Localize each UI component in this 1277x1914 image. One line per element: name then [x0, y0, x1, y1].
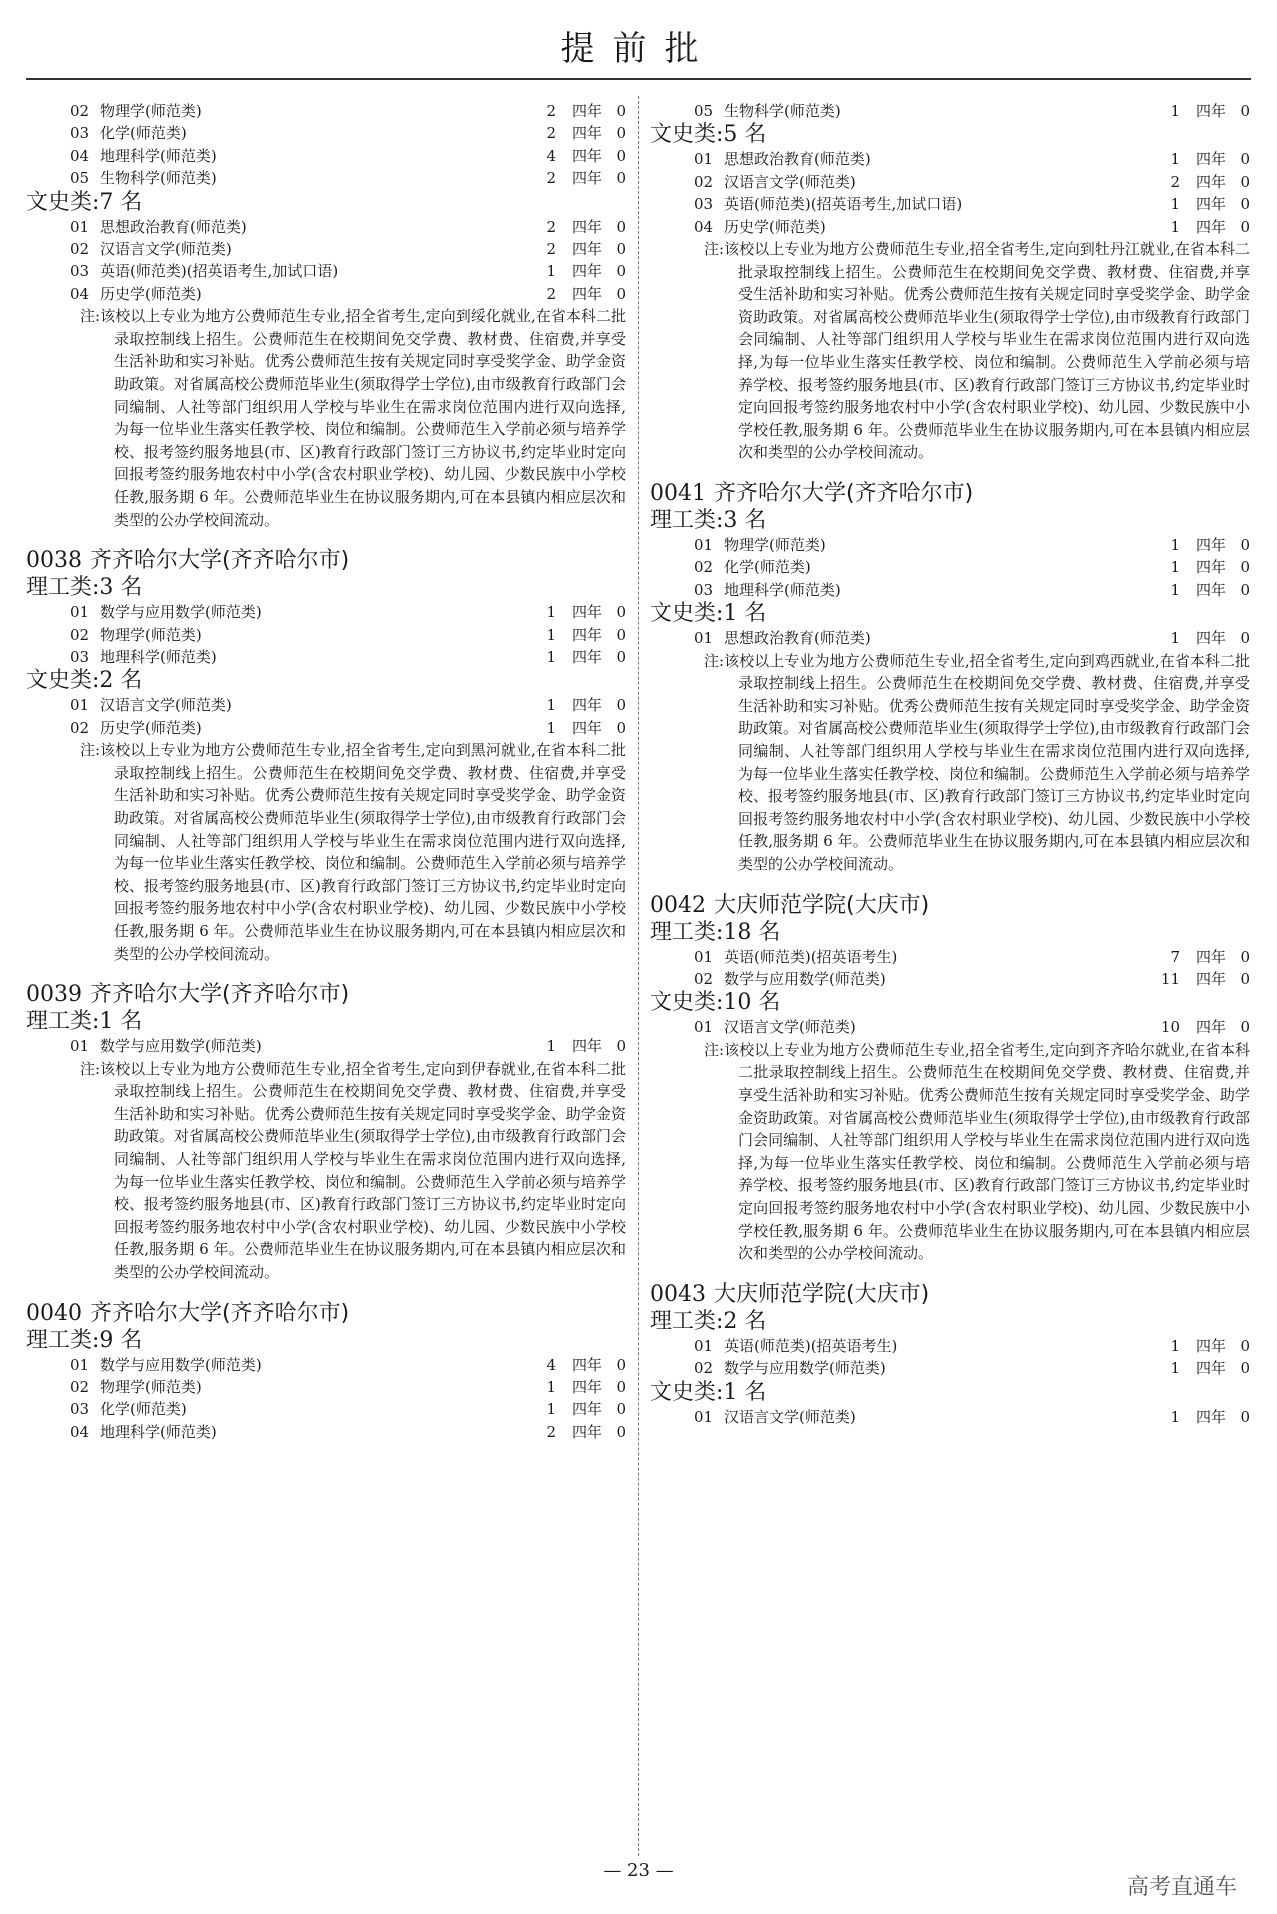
- institution-name: 齐齐哈尔大学: [714, 480, 847, 506]
- major-quota: 1: [546, 603, 556, 622]
- major-row: [650, 968, 1250, 990]
- major-duration: 四年: [1195, 969, 1226, 988]
- major-row: [650, 556, 1250, 578]
- major-name: 汉语言文学(师范类): [724, 1407, 856, 1426]
- major-row: [26, 646, 626, 668]
- major-quota: 1: [1170, 217, 1180, 236]
- category-label: 文史类:2 名: [26, 668, 143, 694]
- major-row: [650, 946, 1250, 968]
- major-name: 历史学(师范类): [100, 284, 202, 303]
- major-quota: 2: [546, 169, 556, 188]
- major-tuition: 0: [1240, 102, 1250, 120]
- major-duration: 四年: [571, 603, 602, 622]
- major-name: 英语(师范类)(招英语考生): [724, 1336, 898, 1355]
- major-row: [650, 171, 1250, 193]
- major-code: 03: [694, 195, 714, 214]
- major-quota: 1: [546, 718, 556, 737]
- major-tuition: 0: [616, 648, 626, 666]
- major-code: 03: [694, 580, 714, 599]
- major-name: 汉语言文学(师范类): [724, 1018, 856, 1037]
- major-tuition: 0: [1240, 1018, 1250, 1037]
- major-quota: 2: [546, 102, 556, 120]
- major-tuition: 0: [616, 217, 626, 236]
- major-tuition: 0: [616, 284, 626, 303]
- note-paragraph: [650, 1039, 1250, 1265]
- major-row: [650, 1357, 1250, 1379]
- major-quota: 10: [1160, 1018, 1180, 1037]
- major-code: 02: [694, 969, 714, 988]
- major-duration: 四年: [1195, 1359, 1226, 1378]
- major-row: [26, 1421, 626, 1443]
- major-code: 02: [694, 172, 714, 191]
- major-tuition: 0: [616, 1400, 626, 1419]
- major-quota: 1: [546, 648, 556, 666]
- major-quota: 2: [546, 217, 556, 236]
- major-duration: 四年: [1195, 947, 1226, 966]
- note-label: 注:: [80, 741, 101, 760]
- major-code: 01: [70, 217, 90, 236]
- major-row: [650, 627, 1250, 649]
- major-tuition: 0: [616, 1377, 626, 1396]
- major-code: 01: [694, 150, 714, 169]
- major-code: 02: [694, 1359, 714, 1378]
- major-duration: 四年: [1195, 1336, 1226, 1355]
- note-label: 注:: [704, 651, 725, 670]
- institution-name: 齐齐哈尔大学: [90, 548, 223, 574]
- major-code: 04: [70, 146, 90, 165]
- major-duration: 四年: [571, 217, 602, 236]
- major-quota: 2: [1170, 172, 1180, 191]
- major-code: 03: [70, 1400, 90, 1419]
- major-row: [26, 1354, 626, 1376]
- major-duration: 四年: [571, 262, 602, 281]
- major-row: [650, 534, 1250, 556]
- major-tuition: 0: [616, 603, 626, 622]
- note-label: 注:: [80, 1059, 101, 1078]
- institution-code: 0042: [650, 892, 706, 918]
- major-duration: 四年: [1195, 195, 1226, 214]
- major-code: 01: [70, 1355, 90, 1374]
- major-code: 02: [70, 240, 90, 259]
- institution-code: 0041: [650, 480, 706, 506]
- major-tuition: 0: [616, 169, 626, 188]
- note-text: 该校以上专业为地方公费师范生专业,招全省考生,定向到齐齐哈尔就业,在省本科二批录取控制线上招生。公费师范生在校期间免交学费、教材费、住宿费,并享受生活补助和实习补贴。优秀公费师范生按有关规定同时享受奖学金、助学金资助政策。对省属高校公费师范毕业生(须取得学士学位),由市级教育行政部门会同编制、人社等部门组织用人学校与毕业生在需求岗位范围内进行双向选择,为每一位毕业生落实任教学校、岗位和编制。公费师范生入学前必须与培养学校、报考签约服务地县(市、区)教育行政部门签订三方协议书,约定毕业时定向回报考签约服务地农村中小学(含农村职业学校)、幼儿园、少数民族中小学校任教,服务期 6 年。公费师范毕业生在协议服务期内,可在本县镇内相应层次和类型的公办学校间流动。: [724, 1040, 1250, 1263]
- note-text: 该校以上专业为地方公费师范生专业,招全省考生,定向到鸡西就业,在省本科二批录取控制线上招生。公费师范生在校期间免交学费、教材费、住宿费,并享受生活补助和实习补贴。优秀公费师范生按有关规定同时享受奖学金、助学金资助政策。对省属高校公费师范毕业生(须取得学士学位),由市级教育行政部门会同编制、人社等部门组织用人学校与毕业生在需求岗位范围内进行双向选择,为每一位毕业生落实任教学校、岗位和编制。公费师范生入学前必须与培养学校、报考签约服务地县(市、区)教育行政部门签订三方协议书,约定毕业时定向回报考签约服务地农村中小学(含农村职业学校)、幼儿园、少数民族中小学校任教,服务期 6 年。公费师范毕业生在协议服务期内,可在本县镇内相应层次和类型的公办学校间流动。: [724, 651, 1250, 873]
- major-row: [650, 100, 1250, 122]
- major-tuition: 0: [1240, 535, 1250, 554]
- major-duration: 四年: [571, 146, 602, 165]
- major-tuition: 0: [1240, 580, 1250, 599]
- major-duration: 四年: [571, 1355, 602, 1374]
- major-name: 数学与应用数学(师范类): [100, 1037, 262, 1056]
- major-code: 03: [70, 648, 90, 666]
- major-row: [650, 1335, 1250, 1357]
- major-duration: 四年: [571, 625, 602, 644]
- major-code: 01: [694, 947, 714, 966]
- brand-watermark: 高考直通车: [1126, 1875, 1237, 1900]
- major-name: 物理学(师范类): [100, 102, 202, 120]
- major-name: 物理学(师范类): [724, 535, 826, 554]
- institution-heading: [26, 1300, 626, 1328]
- major-name: 英语(师范类)(招英语考生,加试口语): [724, 195, 963, 214]
- major-duration: 四年: [1195, 217, 1226, 236]
- major-code: 01: [694, 1336, 714, 1355]
- major-quota: 2: [546, 240, 556, 259]
- major-name: 英语(师范类)(招英语考生): [724, 947, 898, 966]
- major-name: 地理科学(师范类): [100, 648, 217, 666]
- major-row: [26, 1035, 626, 1057]
- page-header: [26, 20, 1251, 80]
- major-tuition: 0: [1240, 150, 1250, 169]
- institution-code: 0038: [26, 548, 82, 574]
- note-paragraph: [26, 1058, 626, 1284]
- major-row: [26, 1376, 626, 1398]
- major-name: 地理科学(师范类): [100, 146, 217, 165]
- note-label: 注:: [704, 240, 725, 259]
- major-tuition: 0: [1240, 947, 1250, 966]
- major-row: [26, 283, 626, 305]
- major-code: 04: [70, 284, 90, 303]
- major-quota: 1: [546, 262, 556, 281]
- institution-name: 大庆师范学院: [714, 892, 847, 918]
- major-name: 思想政治教育(师范类): [100, 217, 247, 236]
- major-quota: 1: [1170, 1407, 1180, 1426]
- right-column: [650, 100, 1250, 1428]
- major-code: 04: [694, 217, 714, 236]
- major-row: [650, 148, 1250, 170]
- major-name: 思想政治教育(师范类): [724, 629, 871, 648]
- institution-heading: [650, 480, 1250, 508]
- major-tuition: 0: [1240, 629, 1250, 648]
- major-name: 生物科学(师范类): [724, 102, 841, 120]
- major-tuition: 0: [616, 262, 626, 281]
- major-name: 化学(师范类): [100, 124, 187, 143]
- major-name: 汉语言文学(师范类): [100, 240, 232, 259]
- major-quota: 1: [546, 1037, 556, 1056]
- category-label: 文史类:5 名: [650, 122, 767, 148]
- major-tuition: 0: [616, 696, 626, 715]
- major-duration: 四年: [571, 284, 602, 303]
- major-name: 历史学(师范类): [100, 718, 202, 737]
- major-duration: 四年: [571, 718, 602, 737]
- major-quota: 1: [546, 1377, 556, 1396]
- major-name: 生物科学(师范类): [100, 169, 217, 188]
- note-label: 注:: [80, 307, 101, 326]
- major-tuition: 0: [616, 1422, 626, 1441]
- major-quota: 2: [546, 284, 556, 303]
- major-row: [650, 193, 1250, 215]
- major-name: 汉语言文学(师范类): [100, 696, 232, 715]
- major-quota: 2: [546, 124, 556, 143]
- major-duration: 四年: [571, 124, 602, 143]
- category-label: 文史类:10 名: [650, 990, 781, 1016]
- note-text: 该校以上专业为地方公费师范生专业,招全省考生,定向到牡丹江就业,在省本科二批录取控制线上招生。公费师范生在校期间免交学费、教材费、住宿费,并享受生活补助和实习补贴。优秀公费师范生按有关规定同时享受奖学金、助学金资助政策。对省属高校公费师范毕业生(须取得学士学位),由市级教育行政部门会同编制、人社等部门组织用人学校与毕业生在需求岗位范围内进行双向选择,为每一位毕业生落实任教学校、岗位和编制。公费师范生入学前必须与培养学校、报考签约服务地县(市、区)教育行政部门签订三方协议书,约定毕业时定向回报考签约服务地农村中小学(含农村职业学校)、幼儿园、少数民族中小学校任教,服务期 6 年。公费师范毕业生在协议服务期内,可在本县镇内相应层次和类型的公办学校间流动。: [724, 240, 1250, 462]
- major-row: [26, 145, 626, 167]
- major-tuition: 0: [616, 1037, 626, 1056]
- major-tuition: 0: [616, 124, 626, 143]
- major-tuition: 0: [616, 1355, 626, 1374]
- major-row: [26, 260, 626, 282]
- institution-city: (大庆市): [846, 892, 930, 918]
- institution-code: 0039: [26, 982, 82, 1008]
- major-name: 化学(师范类): [724, 558, 811, 577]
- major-row: [650, 1016, 1250, 1038]
- category-label: 理工类:9 名: [26, 1327, 143, 1353]
- category-label: 文史类:1 名: [650, 601, 767, 627]
- major-duration: 四年: [571, 169, 602, 188]
- major-quota: 1: [546, 625, 556, 644]
- major-code: 01: [694, 629, 714, 648]
- page-number: — 23 —: [603, 1860, 674, 1881]
- major-code: 04: [70, 1422, 90, 1441]
- major-quota: 4: [546, 146, 556, 165]
- major-duration: 四年: [1195, 1018, 1226, 1037]
- major-duration: 四年: [571, 240, 602, 259]
- major-name: 数学与应用数学(师范类): [100, 1355, 262, 1374]
- category-label: 文史类:1 名: [650, 1379, 767, 1405]
- major-tuition: 0: [616, 240, 626, 259]
- category-label: 理工类:3 名: [26, 575, 143, 601]
- major-code: 05: [694, 102, 714, 120]
- major-name: 数学与应用数学(师范类): [100, 603, 262, 622]
- major-duration: 四年: [571, 1037, 602, 1056]
- major-name: 化学(师范类): [100, 1400, 187, 1419]
- major-code: 02: [70, 625, 90, 644]
- major-quota: 1: [1170, 102, 1180, 120]
- major-quota: 1: [1170, 580, 1180, 599]
- institution-heading: [650, 892, 1250, 920]
- major-duration: 四年: [571, 102, 602, 120]
- major-name: 物理学(师范类): [100, 625, 202, 644]
- major-quota: 11: [1160, 969, 1180, 988]
- note-label: 注:: [704, 1040, 725, 1059]
- major-duration: 四年: [571, 648, 602, 666]
- note-paragraph: [26, 739, 626, 965]
- major-tuition: 0: [616, 625, 626, 644]
- major-code: 02: [70, 102, 90, 120]
- major-duration: 四年: [1195, 558, 1226, 577]
- major-tuition: 0: [1240, 969, 1250, 988]
- major-tuition: 0: [1240, 195, 1250, 214]
- major-quota: 2: [546, 1422, 556, 1441]
- major-row: [26, 1398, 626, 1420]
- major-row: [26, 167, 626, 189]
- institution-code: 0040: [26, 1300, 82, 1326]
- major-quota: 1: [1170, 558, 1180, 577]
- major-duration: 四年: [1195, 629, 1226, 648]
- major-tuition: 0: [1240, 1407, 1250, 1426]
- left-column: [26, 100, 626, 1443]
- major-quota: 1: [1170, 195, 1180, 214]
- major-quota: 1: [1170, 1336, 1180, 1355]
- major-code: 01: [70, 1037, 90, 1056]
- major-quota: 1: [1170, 535, 1180, 554]
- category-label: 文史类:7 名: [26, 189, 143, 215]
- major-duration: 四年: [571, 1400, 602, 1419]
- major-quota: 1: [546, 696, 556, 715]
- major-row: [26, 624, 626, 646]
- major-duration: 四年: [571, 1422, 602, 1441]
- major-row: [650, 579, 1250, 601]
- institution-city: (齐齐哈尔市): [846, 480, 974, 506]
- institution-city: (大庆市): [846, 1281, 930, 1307]
- major-row: [26, 100, 626, 122]
- major-quota: 1: [1170, 1359, 1180, 1378]
- institution-heading: [650, 1281, 1250, 1309]
- major-quota: 7: [1170, 947, 1180, 966]
- major-row: [650, 216, 1250, 238]
- major-name: 地理科学(师范类): [724, 580, 841, 599]
- page-title: 提前批: [560, 29, 717, 69]
- major-duration: 四年: [571, 696, 602, 715]
- major-duration: 四年: [1195, 172, 1226, 191]
- note-paragraph: [26, 305, 626, 531]
- major-code: 01: [70, 603, 90, 622]
- major-name: 英语(师范类)(招英语考生,加试口语): [100, 262, 339, 281]
- major-duration: 四年: [571, 1377, 602, 1396]
- major-name: 数学与应用数学(师范类): [724, 969, 886, 988]
- major-duration: 四年: [1195, 150, 1226, 169]
- major-code: 02: [694, 558, 714, 577]
- category-label: 理工类:3 名: [650, 507, 767, 533]
- major-row: [26, 694, 626, 716]
- major-name: 物理学(师范类): [100, 1377, 202, 1396]
- major-name: 汉语言文学(师范类): [724, 172, 856, 191]
- institution-heading: [26, 981, 626, 1009]
- major-quota: 1: [1170, 629, 1180, 648]
- institution-city: (齐齐哈尔市): [222, 548, 350, 574]
- note-text: 该校以上专业为地方公费师范生专业,招全省考生,定向到伊春就业,在省本科二批录取控制线上招生。公费师范生在校期间免交学费、教材费、住宿费,并享受生活补助和实习补贴。优秀公费师范生按有关规定同时享受奖学金、助学金资助政策。对省属高校公费师范毕业生(须取得学士学位),由市级教育行政部门会同编制、人社等部门组织用人学校与毕业生在需求岗位范围内进行双向选择,为每一位毕业生落实任教学校、岗位和编制。公费师范生入学前必须与培养学校、报考签约服务地县(市、区)教育行政部门签订三方协议书,约定毕业时定向回报考签约服务地农村中小学(含农村职业学校)、幼儿园、少数民族中小学校任教,服务期 6 年。公费师范毕业生在协议服务期内,可在本县镇内相应层次和类型的公办学校间流动。: [100, 1059, 626, 1281]
- institution-name: 大庆师范学院: [714, 1281, 847, 1307]
- major-tuition: 0: [1240, 1336, 1250, 1355]
- institution-code: 0043: [650, 1281, 706, 1307]
- major-quota: 1: [1170, 150, 1180, 169]
- note-paragraph: [650, 238, 1250, 464]
- major-row: [26, 238, 626, 260]
- institution-name: 齐齐哈尔大学: [90, 1300, 223, 1326]
- major-tuition: 0: [616, 102, 626, 120]
- major-code: 02: [70, 1377, 90, 1396]
- major-duration: 四年: [1195, 1407, 1226, 1426]
- major-duration: 四年: [1195, 580, 1226, 599]
- major-code: 01: [70, 696, 90, 715]
- note-text: 该校以上专业为地方公费师范生专业,招全省考生,定向到绥化就业,在省本科二批录取控制线上招生。公费师范生在校期间免交学费、教材费、住宿费,并享受生活补助和实习补贴。优秀公费师范生按有关规定同时享受奖学金、助学金资助政策。对省属高校公费师范毕业生(须取得学士学位),由市级教育行政部门会同编制、人社等部门组织用人学校与毕业生在需求岗位范围内进行双向选择,为每一位毕业生落实任教学校、岗位和编制。公费师范生入学前必须与培养学校、报考签约服务地县(市、区)教育行政部门签订三方协议书,约定毕业时定向回报考签约服务地农村中小学(含农村职业学校)、幼儿园、少数民族中小学校任教,服务期 6 年。公费师范毕业生在协议服务期内,可在本县镇内相应层次和类型的公办学校间流动。: [100, 307, 626, 529]
- major-code: 05: [70, 169, 90, 188]
- major-code: 03: [70, 124, 90, 143]
- major-row: [26, 216, 626, 238]
- major-code: 02: [70, 718, 90, 737]
- major-quota: 1: [546, 1400, 556, 1419]
- institution-heading: [26, 547, 626, 575]
- major-name: 数学与应用数学(师范类): [724, 1359, 886, 1378]
- institution-city: (齐齐哈尔市): [222, 982, 350, 1008]
- major-row: [26, 122, 626, 144]
- major-name: 历史学(师范类): [724, 217, 826, 236]
- major-row: [26, 601, 626, 623]
- major-code: 01: [694, 1018, 714, 1037]
- major-row: [650, 1406, 1250, 1428]
- major-code: 01: [694, 535, 714, 554]
- column-divider: [638, 96, 639, 1856]
- note-paragraph: [650, 650, 1250, 876]
- major-tuition: 0: [616, 146, 626, 165]
- major-duration: 四年: [1195, 102, 1226, 120]
- note-text: 该校以上专业为地方公费师范生专业,招全省考生,定向到黑河就业,在省本科二批录取控制线上招生。公费师范生在校期间免交学费、教材费、住宿费,并享受生活补助和实习补贴。优秀公费师范生按有关规定同时享受奖学金、助学金资助政策。对省属高校公费师范毕业生(须取得学士学位),由市级教育行政部门会同编制、人社等部门组织用人学校与毕业生在需求岗位范围内进行双向选择,为每一位毕业生落实任教学校、岗位和编制。公费师范生入学前必须与培养学校、报考签约服务地县(市、区)教育行政部门签订三方协议书,约定毕业时定向回报考签约服务地农村中小学(含农村职业学校)、幼儿园、少数民族中小学校任教,服务期 6 年。公费师范毕业生在协议服务期内,可在本县镇内相应层次和类型的公办学校间流动。: [100, 741, 626, 963]
- major-duration: 四年: [1195, 535, 1226, 554]
- category-label: 理工类:1 名: [26, 1009, 143, 1035]
- major-tuition: 0: [616, 718, 626, 737]
- category-label: 理工类:18 名: [650, 919, 781, 945]
- major-code: 03: [70, 262, 90, 281]
- major-name: 地理科学(师范类): [100, 1422, 217, 1441]
- institution-city: (齐齐哈尔市): [222, 1300, 350, 1326]
- category-label: 理工类:2 名: [650, 1308, 767, 1334]
- major-tuition: 0: [1240, 558, 1250, 577]
- major-tuition: 0: [1240, 172, 1250, 191]
- institution-name: 齐齐哈尔大学: [90, 982, 223, 1008]
- major-name: 思想政治教育(师范类): [724, 150, 871, 169]
- major-tuition: 0: [1240, 1359, 1250, 1378]
- major-quota: 4: [546, 1355, 556, 1374]
- major-tuition: 0: [1240, 217, 1250, 236]
- major-row: [26, 717, 626, 739]
- major-code: 01: [694, 1407, 714, 1426]
